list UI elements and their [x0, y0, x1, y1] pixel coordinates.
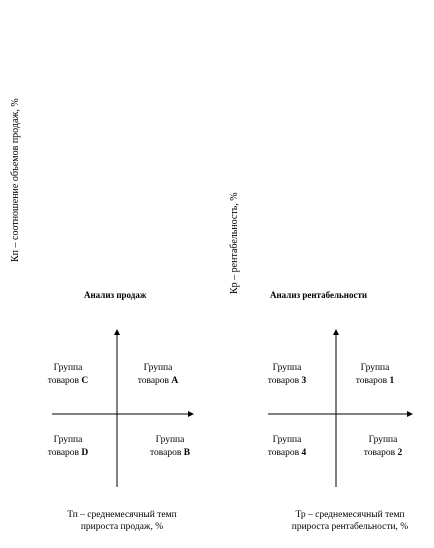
quadrant-group-4: [259, 434, 315, 460]
quadrant-group-2: [355, 434, 411, 460]
quadrant-line1: Группа: [143, 363, 173, 373]
quadrant-prefix: товаров: [47, 448, 82, 458]
quadrant-line1: Группа: [272, 363, 302, 373]
quadrant-line1: Группа: [53, 435, 83, 445]
quadrant-group-a: [130, 362, 186, 388]
quadrant-group-1: [347, 362, 403, 388]
left-y-axis-label: Кп – соотношение объемов продаж, %: [10, 98, 21, 262]
quadrant-line1: Группа: [155, 435, 185, 445]
quadrant-letter: D: [81, 448, 89, 458]
quadrant-prefix: товаров: [137, 376, 172, 386]
right-x-axis-label: [275, 509, 425, 533]
left-chart-title: Анализ продаж: [84, 290, 147, 300]
right-chart-title: Анализ рентабельности: [270, 290, 368, 300]
quadrant-group-c: [40, 362, 96, 388]
quadrant-prefix: товаров: [363, 448, 398, 458]
quadrant-letter: 2: [397, 448, 403, 458]
quadrant-letter: 3: [301, 376, 307, 386]
quadrant-prefix: товаров: [267, 448, 302, 458]
x-axis-label-line1: Тп – среднемесячный темп: [67, 510, 177, 520]
x-axis-label-line1: Тр – среднемесячный темп: [295, 510, 405, 520]
quadrant-letter: 4: [301, 448, 307, 458]
quadrant-letter: С: [81, 376, 89, 386]
quadrant-group-b: [142, 434, 198, 460]
quadrant-group-3: [259, 362, 315, 388]
x-axis-label-line2: прироста продаж, %: [80, 522, 164, 532]
quadrant-prefix: товаров: [47, 376, 82, 386]
quadrant-letter: 1: [389, 376, 395, 386]
right-y-axis-label: Кр – рентабельность, %: [229, 192, 240, 294]
quadrant-group-d: [40, 434, 96, 460]
quadrant-line1: Группа: [368, 435, 398, 445]
x-axis-label-line2: прироста рентабельности, %: [291, 522, 409, 532]
quadrant-line1: Группа: [53, 363, 83, 373]
quadrant-line1: Группа: [360, 363, 390, 373]
quadrant-prefix: товаров: [149, 448, 184, 458]
quadrant-letter: А: [171, 376, 179, 386]
quadrant-prefix: товаров: [267, 376, 302, 386]
left-x-axis-label: [52, 509, 192, 533]
quadrant-prefix: товаров: [355, 376, 390, 386]
quadrant-line1: Группа: [272, 435, 302, 445]
quadrant-letter: В: [183, 448, 191, 458]
